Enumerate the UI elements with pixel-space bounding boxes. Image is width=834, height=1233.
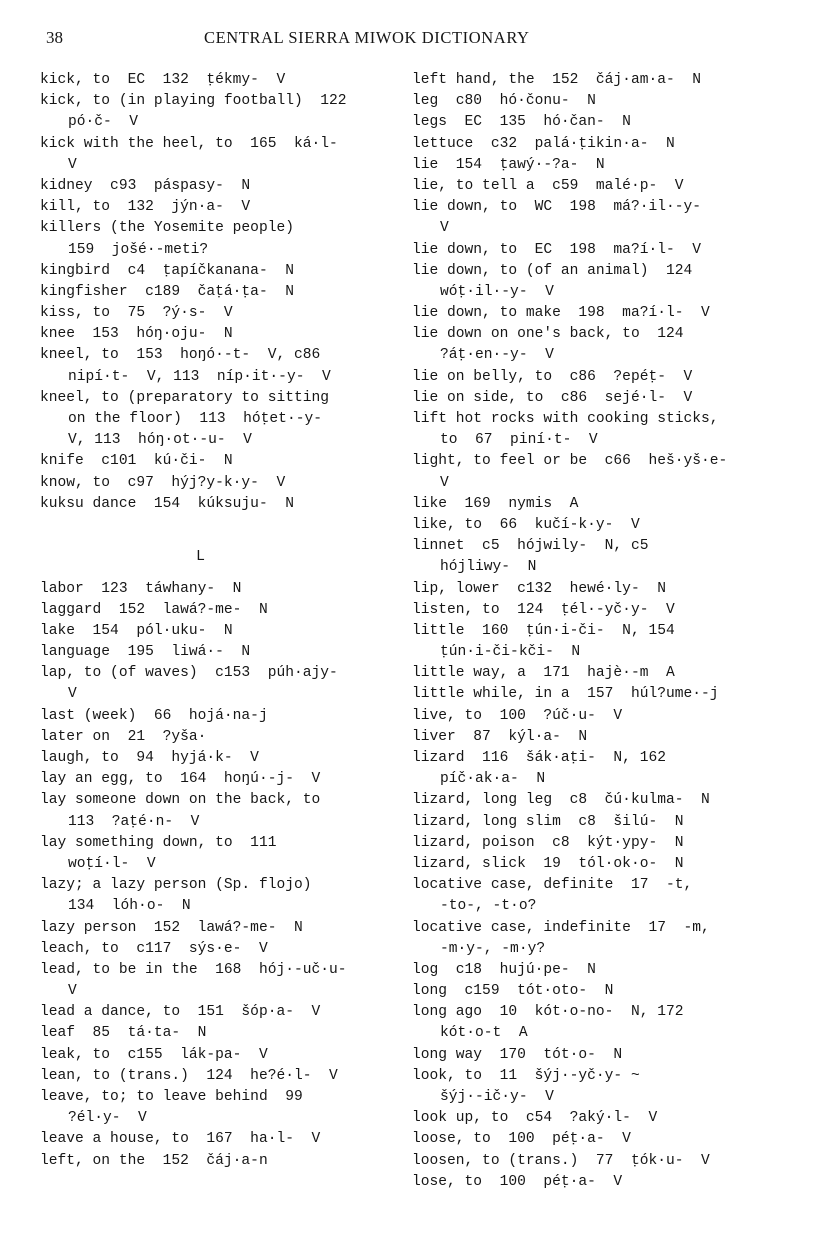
entry-headline: left hand, the 152 čáj·am·a- N xyxy=(412,72,702,88)
entry-headline: lean, to (trans.) 124 he?é·l- V xyxy=(40,1067,338,1084)
entry-headline: lizard 116 šák·aṭi- N, 162 xyxy=(412,750,666,766)
dictionary-entry xyxy=(40,345,412,387)
entry-headline: lizard, slick 19 tól·ok·o- N xyxy=(412,855,684,872)
entry-headline: lay an egg, to 164 hoŋú·-j- V xyxy=(40,771,321,788)
dictionary-entry xyxy=(40,579,412,600)
entry-continuation: V xyxy=(440,220,449,237)
entry-headline: long c159 tót·oto- N xyxy=(412,983,614,1000)
dictionary-entry xyxy=(412,261,822,303)
entry-headline: laugh, to 94 hyjá·k- V xyxy=(40,750,259,767)
dictionary-entry xyxy=(412,1172,822,1193)
entry-headline: lettuce c32 palá·ṭikin·a- N xyxy=(412,135,675,152)
entry-headline: like, to 66 kučí-k·y- V xyxy=(412,516,640,533)
dictionary-entry xyxy=(412,367,822,388)
entry-headline: lizard, poison c8 kýt·ypy- N xyxy=(412,834,684,851)
dictionary-entry xyxy=(412,451,822,493)
entry-headline: leave a house, to 167 ha·l- V xyxy=(40,1131,321,1148)
entry-headline: lay something down, to 111 xyxy=(40,834,277,851)
entry-headline: leaf 85 tá·ta- N xyxy=(40,1025,207,1042)
entry-headline: kingfisher c189 čaṭá·ṭa- N xyxy=(40,283,294,300)
entry-continuation: 134 lóh·o- N xyxy=(68,898,191,915)
entry-headline: know, to c97 hýj?y-k·y- V xyxy=(40,474,286,491)
dictionary-entry xyxy=(40,324,412,345)
entry-headline: kill, to 132 jýn·a- V xyxy=(40,199,251,216)
entry-headline: leach, to c117 sýs·e- V xyxy=(40,940,268,957)
entry-headline: lie down, to WC 198 má?·il·-y- xyxy=(412,199,702,216)
dictionary-entry xyxy=(412,875,822,917)
dictionary-entry xyxy=(412,790,822,811)
entry-continuation: V xyxy=(440,474,449,491)
entry-continuation: pó·č- V xyxy=(68,114,139,131)
dictionary-entry xyxy=(412,176,822,197)
dictionary-entry xyxy=(40,494,412,515)
section-letter: L xyxy=(196,548,206,566)
dictionary-entry xyxy=(412,388,822,409)
entry-headline: lizard, long leg c8 čú·kulma- N xyxy=(412,792,710,809)
dictionary-entry xyxy=(40,1066,412,1087)
dictionary-entry xyxy=(40,939,412,960)
entry-headline: lazy; a lazy person (Sp. flojo) xyxy=(40,877,312,894)
entry-continuation: -m·y-, -m·y? xyxy=(440,940,546,957)
dictionary-entry xyxy=(40,769,412,790)
dictionary-entry xyxy=(412,854,822,875)
entry-headline: kneel, to (preparatory to sitting xyxy=(40,389,330,406)
dictionary-entry xyxy=(40,70,412,91)
entry-headline: laggard 152 lawá?-me- N xyxy=(40,601,268,618)
entry-continuation: šýj·-ič·y- V xyxy=(440,1089,554,1105)
entry-headline: long way 170 tót·o- N xyxy=(412,1046,623,1063)
dictionary-entry xyxy=(412,812,822,833)
running-title: CENTRAL SIERRA MIWOK DICTIONARY xyxy=(204,28,530,47)
entry-headline: kidney c93 páspasy- N xyxy=(40,177,251,194)
dictionary-entry xyxy=(40,875,412,917)
entry-headline: look, to 11 šýj·-yč·y- ~ xyxy=(412,1067,640,1084)
entry-headline: little way, a 171 hajè·-m A xyxy=(412,665,675,682)
entry-headline: lie 154 ṭawý·-?a- N xyxy=(412,156,605,173)
entry-headline: lift hot rocks with cooking sticks, xyxy=(412,411,719,427)
entry-headline: live, to 100 ?úč·u- V xyxy=(412,707,623,724)
dictionary-entry xyxy=(40,1002,412,1023)
entry-headline: lay someone down on the back, to xyxy=(40,792,321,809)
entry-headline: lose, to 100 péṭ·a- V xyxy=(412,1173,623,1190)
entry-headline: loose, to 100 péṭ·a- V xyxy=(412,1131,631,1148)
dictionary-entry xyxy=(40,918,412,939)
entry-headline: last (week) 66 hojá·na-j xyxy=(40,707,268,724)
dictionary-entry xyxy=(40,1023,412,1044)
entry-headline: lip, lower c132 hewé·ly- N xyxy=(412,580,666,597)
dictionary-entry xyxy=(412,1151,822,1172)
entry-headline: kick, to EC 132 ṭékmy- V xyxy=(40,72,286,88)
entry-headline: linnet c5 hójwily- N, c5 xyxy=(412,538,649,555)
dictionary-entry xyxy=(412,663,822,684)
dictionary-entry xyxy=(412,981,822,1002)
dictionary-entry xyxy=(40,388,412,452)
dictionary-entry xyxy=(40,600,412,621)
dictionary-entry xyxy=(40,1151,412,1172)
dictionary-entry xyxy=(40,303,412,324)
entry-headline: leg c80 hó·čonu- N xyxy=(412,93,596,110)
dictionary-entry xyxy=(40,451,412,472)
dictionary-entry xyxy=(40,91,412,133)
dictionary-entry xyxy=(412,621,822,663)
dictionary-entry xyxy=(412,303,822,324)
dictionary-entry xyxy=(412,409,822,451)
entry-headline: little while, in a 157 húl?ume·-j xyxy=(412,686,719,703)
entry-headline: kneel, to 153 hoŋó·-t- V, c86 xyxy=(40,347,321,364)
dictionary-entry xyxy=(412,70,822,91)
dictionary-entry xyxy=(412,918,822,960)
entry-headline: kingbird c4 ṭapíčkanana- N xyxy=(40,262,294,279)
dictionary-entry xyxy=(412,112,822,133)
dictionary-entry xyxy=(412,494,822,515)
dictionary-entry xyxy=(412,960,822,981)
entry-headline: lie down, to make 198 ma?í·l- V xyxy=(412,305,710,322)
dictionary-entry xyxy=(412,91,822,112)
dictionary-entry xyxy=(412,600,822,621)
dictionary-entry xyxy=(40,960,412,1002)
dictionary-entry xyxy=(40,176,412,197)
entry-headline: locative case, indefinite 17 -m, xyxy=(412,919,710,936)
entry-continuation: V, 113 hóŋ·ot·-u- V xyxy=(68,432,252,449)
entry-headline: lead, to be in the 168 hój·-uč·u- xyxy=(40,961,347,978)
entry-continuation: woṭí·l- V xyxy=(68,855,156,872)
dictionary-entry xyxy=(412,706,822,727)
dictionary-entry xyxy=(40,1045,412,1066)
dictionary-entry xyxy=(40,282,412,303)
dictionary-entry xyxy=(40,218,412,260)
entry-headline: log c18 hujú·pe- N xyxy=(412,961,596,978)
entry-headline: knife c101 kú·či- N xyxy=(40,453,233,470)
entry-continuation: V xyxy=(68,156,77,173)
dictionary-entry xyxy=(40,706,412,727)
page-number: 38 xyxy=(46,28,63,47)
entry-headline: knee 153 hóŋ·oju- N xyxy=(40,326,233,343)
entry-headline: leave, to; to leave behind 99 xyxy=(40,1089,303,1106)
entry-headline: kuksu dance 154 kúksuju- N xyxy=(40,495,294,512)
entry-continuation: wóṭ·il·-y- V xyxy=(440,283,554,300)
entry-headline: light, to feel or be c66 heš·yš·e- xyxy=(412,453,728,470)
entry-headline: lie on side, to c86 sejé·l- V xyxy=(412,389,693,406)
dictionary-entry xyxy=(40,790,412,832)
entry-headline: loosen, to (trans.) 77 ṭók·u- V xyxy=(412,1152,710,1169)
dictionary-entry xyxy=(412,197,822,239)
right-column xyxy=(412,70,822,1193)
entry-continuation: ?él·y- V xyxy=(68,1110,147,1127)
dictionary-entry xyxy=(412,684,822,705)
entry-continuation: píč·ak·a- N xyxy=(440,771,546,788)
entry-headline: lie down on one's back, to 124 xyxy=(412,326,684,343)
dictionary-entry xyxy=(40,663,412,705)
entry-continuation: ṭún·i-či-kči- N xyxy=(440,644,581,661)
entry-headline: killers (the Yosemite people) xyxy=(40,220,294,237)
dictionary-entry xyxy=(412,515,822,536)
dictionary-entry xyxy=(412,155,822,176)
left-column xyxy=(40,70,412,1172)
entry-headline: lake 154 pól·uku- N xyxy=(40,622,233,639)
entry-headline: like 169 nymis A xyxy=(412,495,579,512)
dictionary-entry xyxy=(40,1087,412,1129)
entry-headline: kick, to (in playing football) 122 xyxy=(40,93,347,110)
entry-headline: listen, to 124 ṭél·-yč·y- V xyxy=(412,601,675,618)
entry-headline: lizard, long slim c8 šilú- N xyxy=(412,813,684,830)
dictionary-entry xyxy=(412,134,822,155)
entry-continuation: V xyxy=(68,983,77,1000)
entry-headline: little 160 ṭún·i-či- N, 154 xyxy=(412,622,675,639)
dictionary-entry xyxy=(40,134,412,176)
dictionary-entry xyxy=(40,261,412,282)
entry-continuation: ?áṭ·en·-y- V xyxy=(440,347,554,364)
dictionary-entry xyxy=(40,197,412,218)
dictionary-entry xyxy=(40,621,412,642)
dictionary-entry xyxy=(40,642,412,663)
dictionary-entry xyxy=(412,1066,822,1108)
entry-headline: labor 123 táwhany- N xyxy=(40,580,242,597)
dictionary-entry xyxy=(412,536,822,578)
dictionary-entry xyxy=(40,833,412,875)
entry-headline: language 195 liwá·- N xyxy=(40,644,251,661)
dictionary-entry xyxy=(412,833,822,854)
entry-continuation: V xyxy=(68,686,77,703)
entry-headline: lie on belly, to c86 ?epéṭ- V xyxy=(412,368,693,385)
entry-headline: kick with the heel, to 165 ká·l- xyxy=(40,135,338,152)
entry-continuation: 159 jošé·-meti? xyxy=(68,241,209,258)
entry-headline: later on 21 ?yša· xyxy=(40,728,207,745)
entry-headline: lie, to tell a c59 malé·p- V xyxy=(412,177,684,194)
entry-headline: lap, to (of waves) c153 púh·ajy- xyxy=(40,665,338,682)
entry-headline: lie down, to (of an animal) 124 xyxy=(412,262,693,279)
entry-headline: left, on the 152 čáj·a-n xyxy=(40,1152,268,1169)
entry-headline: lie down, to EC 198 ma?í·l- V xyxy=(412,241,702,258)
dictionary-entry xyxy=(40,727,412,748)
dictionary-entry xyxy=(40,748,412,769)
entry-headline: long ago 10 kót·o-no- N, 172 xyxy=(412,1004,684,1021)
entry-headline: kiss, to 75 ?ý·s- V xyxy=(40,305,233,322)
dictionary-entry xyxy=(412,1045,822,1066)
entry-headline: lazy person 152 lawá?-me- N xyxy=(40,919,303,936)
section-spacer xyxy=(40,515,412,536)
entry-continuation: -to-, -t·o? xyxy=(440,898,537,915)
dictionary-entry xyxy=(412,1002,822,1044)
entry-headline: liver 87 kýl·a- N xyxy=(412,728,588,745)
dictionary-entry xyxy=(412,748,822,790)
dictionary-entry xyxy=(40,473,412,494)
dictionary-entry xyxy=(40,1129,412,1150)
dictionary-entry xyxy=(412,1129,822,1150)
entry-continuation: hójliwy- N xyxy=(440,559,537,576)
entry-continuation: to 67 piní·t- V xyxy=(440,432,598,449)
entry-continuation: kót·o-t A xyxy=(440,1025,528,1042)
dictionary-entry xyxy=(412,727,822,748)
entry-headline: legs EC 135 hó·čan- N xyxy=(412,114,631,131)
entry-headline: lead a dance, to 151 šóp·a- V xyxy=(40,1004,321,1021)
page-header xyxy=(0,28,834,52)
entry-continuation: 113 ?aṭé·n- V xyxy=(68,813,200,830)
entry-headline: look up, to c54 ?aký·l- V xyxy=(412,1110,658,1127)
entry-continuation: on the floor) 113 hóṭet·-y- xyxy=(68,411,322,427)
entry-continuation: nipí·t- V, 113 níp·it·-y- V xyxy=(68,368,331,385)
dictionary-entry xyxy=(412,324,822,366)
dictionary-entry xyxy=(412,1108,822,1129)
entry-headline: leak, to c155 lák-pa- V xyxy=(40,1046,268,1063)
dictionary-entry xyxy=(412,579,822,600)
entry-headline: locative case, definite 17 -t, xyxy=(412,877,693,894)
dictionary-entry xyxy=(412,240,822,261)
